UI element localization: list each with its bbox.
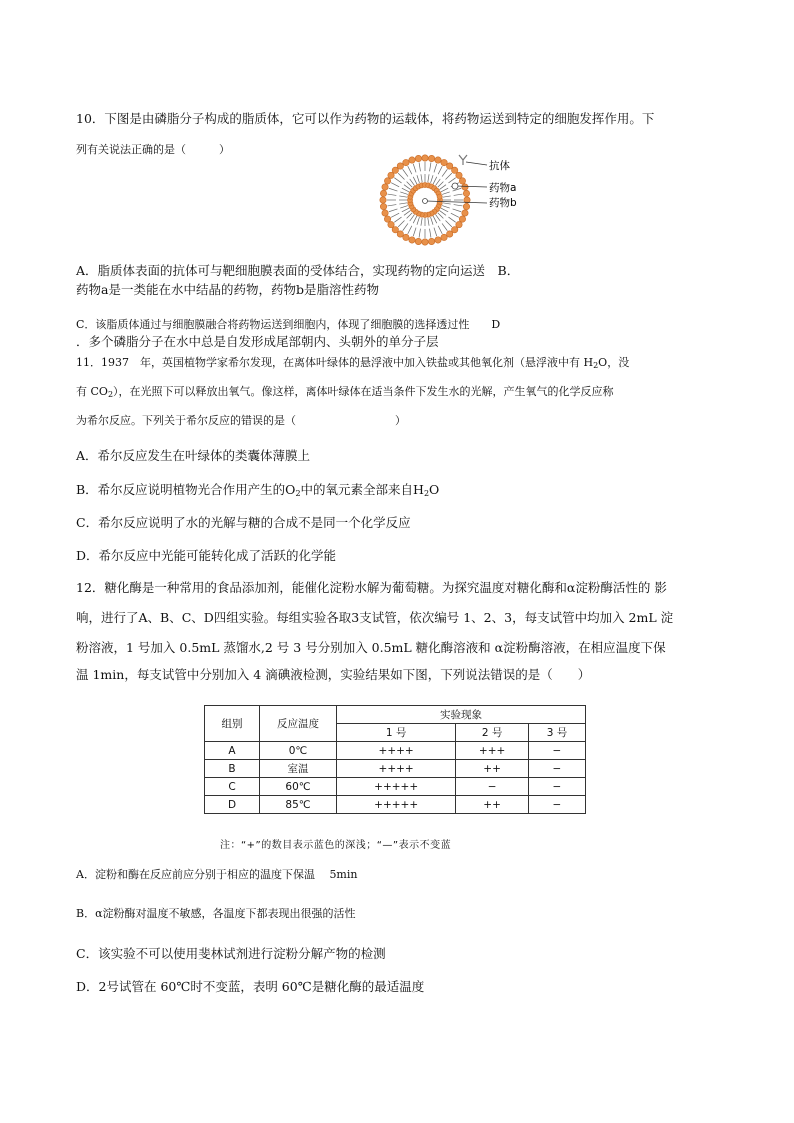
q11-option-d: D．希尔反应中光能可能转化成了活跃的化学能 (76, 548, 337, 563)
q12-option-c: C．该实验不可以使用斐林试剂进行淀粉分解产物的检测 (76, 946, 386, 961)
table-row (205, 796, 586, 814)
q11-stem-line1 (76, 354, 629, 372)
q11-optB-b: 中的氧元素全部来自H (300, 482, 424, 497)
q10-stem-line1: 10．下图是由磷脂分子构成的脂质体，它可以作为药物的运载体，将药物运送到特定的细胞发挥作用。下 (76, 111, 655, 126)
phospholipid-head (441, 234, 447, 240)
q11-optB-a: B．希尔反应说明植物光合作用产生的O (76, 482, 296, 497)
q10-option-b: 药物a是一类能在水中结晶的药物，药物b是脂溶性药物 (76, 282, 379, 297)
phospholipid-head (382, 210, 388, 216)
phospholipid-head (459, 216, 465, 222)
header-tube-3: 3 号 (528, 724, 585, 742)
phospholipid-head (456, 172, 462, 178)
phospholipid-head (428, 238, 434, 244)
cell-group: D (205, 796, 260, 814)
header-tube-1: 1 号 (337, 724, 456, 742)
q10-option-a: A．脂质体表面的抗体可与靶细胞膜表面的受体结合，实现药物的定向运送 B． (76, 263, 520, 278)
phospholipid-head (441, 159, 447, 165)
phospholipid-head (384, 178, 390, 184)
cell-tube3: − (528, 778, 585, 796)
phospholipid-head (382, 184, 388, 190)
phospholipid-head (463, 190, 469, 196)
q10-stem-line2: 列有关说法正确的是（ ） (76, 143, 230, 156)
cell-temp: 0℃ (260, 742, 337, 760)
subscript-2: 2 (295, 489, 301, 498)
q12-stem-line3: 粉溶液，1 号加入 0.5mL 蒸馏水,2 号 3 号分别加入 0.5mL 糖化酶溶液和 α淀粉酶溶液，在相应温度下保 (76, 640, 666, 655)
q11-option-c: C．希尔反应说明了水的光解与糖的合成不是同一个化学反应 (76, 515, 411, 530)
table-row (205, 742, 586, 760)
label-drug-a: 药物a (489, 182, 517, 194)
cell-group: A (205, 742, 260, 760)
subscript-2: 2 (593, 361, 599, 370)
table-note: 注：“+”的数目表示蓝色的深浅；“—”表示不变蓝 (220, 840, 452, 851)
cell-tube2: ++ (456, 760, 529, 778)
phospholipid-head (462, 184, 468, 190)
cell-temp: 60℃ (260, 778, 337, 796)
phospholipid-head (403, 234, 409, 240)
cell-tube1: +++++ (337, 796, 456, 814)
q11-optB-c: O (429, 482, 440, 497)
q12-option-a: A．淀粉和酶在反应前应分别于相应的温度下保温 5min (76, 868, 358, 881)
header-observation: 实验现象 (337, 706, 586, 724)
phospholipid-head (409, 157, 415, 163)
phospholipid-head (422, 239, 428, 245)
phospholipid-head (397, 163, 403, 169)
phospholipid-head (380, 197, 386, 203)
q10-option-c: C．该脂质体通过与细胞膜融合将药物运送到细胞内，体现了细胞膜的选择透过性 D (76, 318, 501, 331)
header-temperature: 反应温度 (260, 706, 337, 742)
phospholipid-head (437, 194, 442, 199)
cell-tube1: ++++ (337, 742, 456, 760)
phospholipid-head (446, 231, 452, 237)
subscript-2: 2 (423, 489, 430, 498)
cell-tube2: +++ (456, 742, 529, 760)
cell-tube3: − (528, 760, 585, 778)
q11-stem2-a: 有 CO (76, 385, 108, 398)
phospholipid-head (459, 178, 465, 184)
phospholipid-head (384, 216, 390, 222)
phospholipid-head (462, 210, 468, 216)
q12-stem-line1: 12．糖化酶是一种常用的食品添加剂，能催化淀粉水解为葡萄糖。为探究温度对糖化酶和α淀粉酶活性的 影 (76, 580, 667, 595)
phospholipid-head (422, 155, 428, 161)
q12-option-b: B．α淀粉酶对温度不敏感，各温度下都表现出很强的活性 (76, 907, 356, 920)
phospholipid-head (415, 155, 421, 161)
q12-stem-line2: 响，进行了A、B、C、D四组实验。每组实验各取3支试管，依次编号 1、2、3，每支试管中均加入 2mL 淀 (76, 610, 674, 625)
cell-tube1: +++++ (337, 778, 456, 796)
phospholipid-head (463, 203, 469, 209)
phospholipid-head (428, 155, 434, 161)
q11-stem-line2 (76, 383, 614, 401)
q11-stem-line3: 为希尔反应。下列关于希尔反应的错误的是（ ） (76, 414, 406, 427)
q12-stem-line4: 温 1min，每支试管中分别加入 4 滴碘液检测，实验结果如下图，下列说法错误的是（ ） (76, 667, 591, 682)
q11-option-a: A．希尔反应发生在叶绿体的类囊体薄膜上 (76, 448, 311, 463)
label-drug-b: 药物b (489, 197, 517, 209)
cell-tube3: − (528, 742, 585, 760)
cell-tube3: − (528, 796, 585, 814)
table-row (205, 760, 586, 778)
cell-temp: 85℃ (260, 796, 337, 814)
phospholipid-head (380, 190, 386, 196)
phospholipid-head (388, 221, 394, 227)
liposome-diagram (370, 146, 560, 250)
phospholipid-head (380, 203, 386, 209)
q12-option-d: D．2号试管在 60℃时不变蓝，表明 60℃是糖化酶的最适温度 (76, 979, 425, 994)
header-group: 组别 (205, 706, 260, 742)
phospholipid-head (403, 159, 409, 165)
cell-temp: 室温 (260, 760, 337, 778)
cell-tube2: − (456, 778, 529, 796)
subscript-2: 2 (107, 390, 114, 399)
q11-stem1-b: O，没 (598, 356, 630, 369)
q11-stem1-a: 11．1937 年，英国植物学家希尔发现，在离体叶绿体的悬浮液中加入铁盐或其他氧化剂（悬浮液中有 H (76, 356, 594, 369)
phospholipid-head (435, 237, 441, 243)
phospholipid-head (435, 157, 441, 163)
cell-tube2: ++ (456, 796, 529, 814)
table-row (205, 778, 586, 796)
q11-option-b (76, 481, 439, 499)
label-antibody: 抗体 (489, 160, 510, 172)
phospholipid-head (409, 237, 415, 243)
experiment-table (204, 705, 586, 814)
liposome-figure (370, 146, 560, 250)
q10-option-d: ．多个磷脂分子在水中总是自发形成尾部朝内、头朝外的单分子层 (76, 334, 439, 349)
cell-tube1: ++++ (337, 760, 456, 778)
cell-group: C (205, 778, 260, 796)
phospholipid-head (415, 238, 421, 244)
header-tube-2: 2 号 (456, 724, 529, 742)
cell-group: B (205, 760, 260, 778)
q11-stem2-b: ），在光照下可以释放出氧气。像这样，离体叶绿体在适当条件下发生水的光解，产生氧气的化学反应称 (113, 385, 614, 398)
